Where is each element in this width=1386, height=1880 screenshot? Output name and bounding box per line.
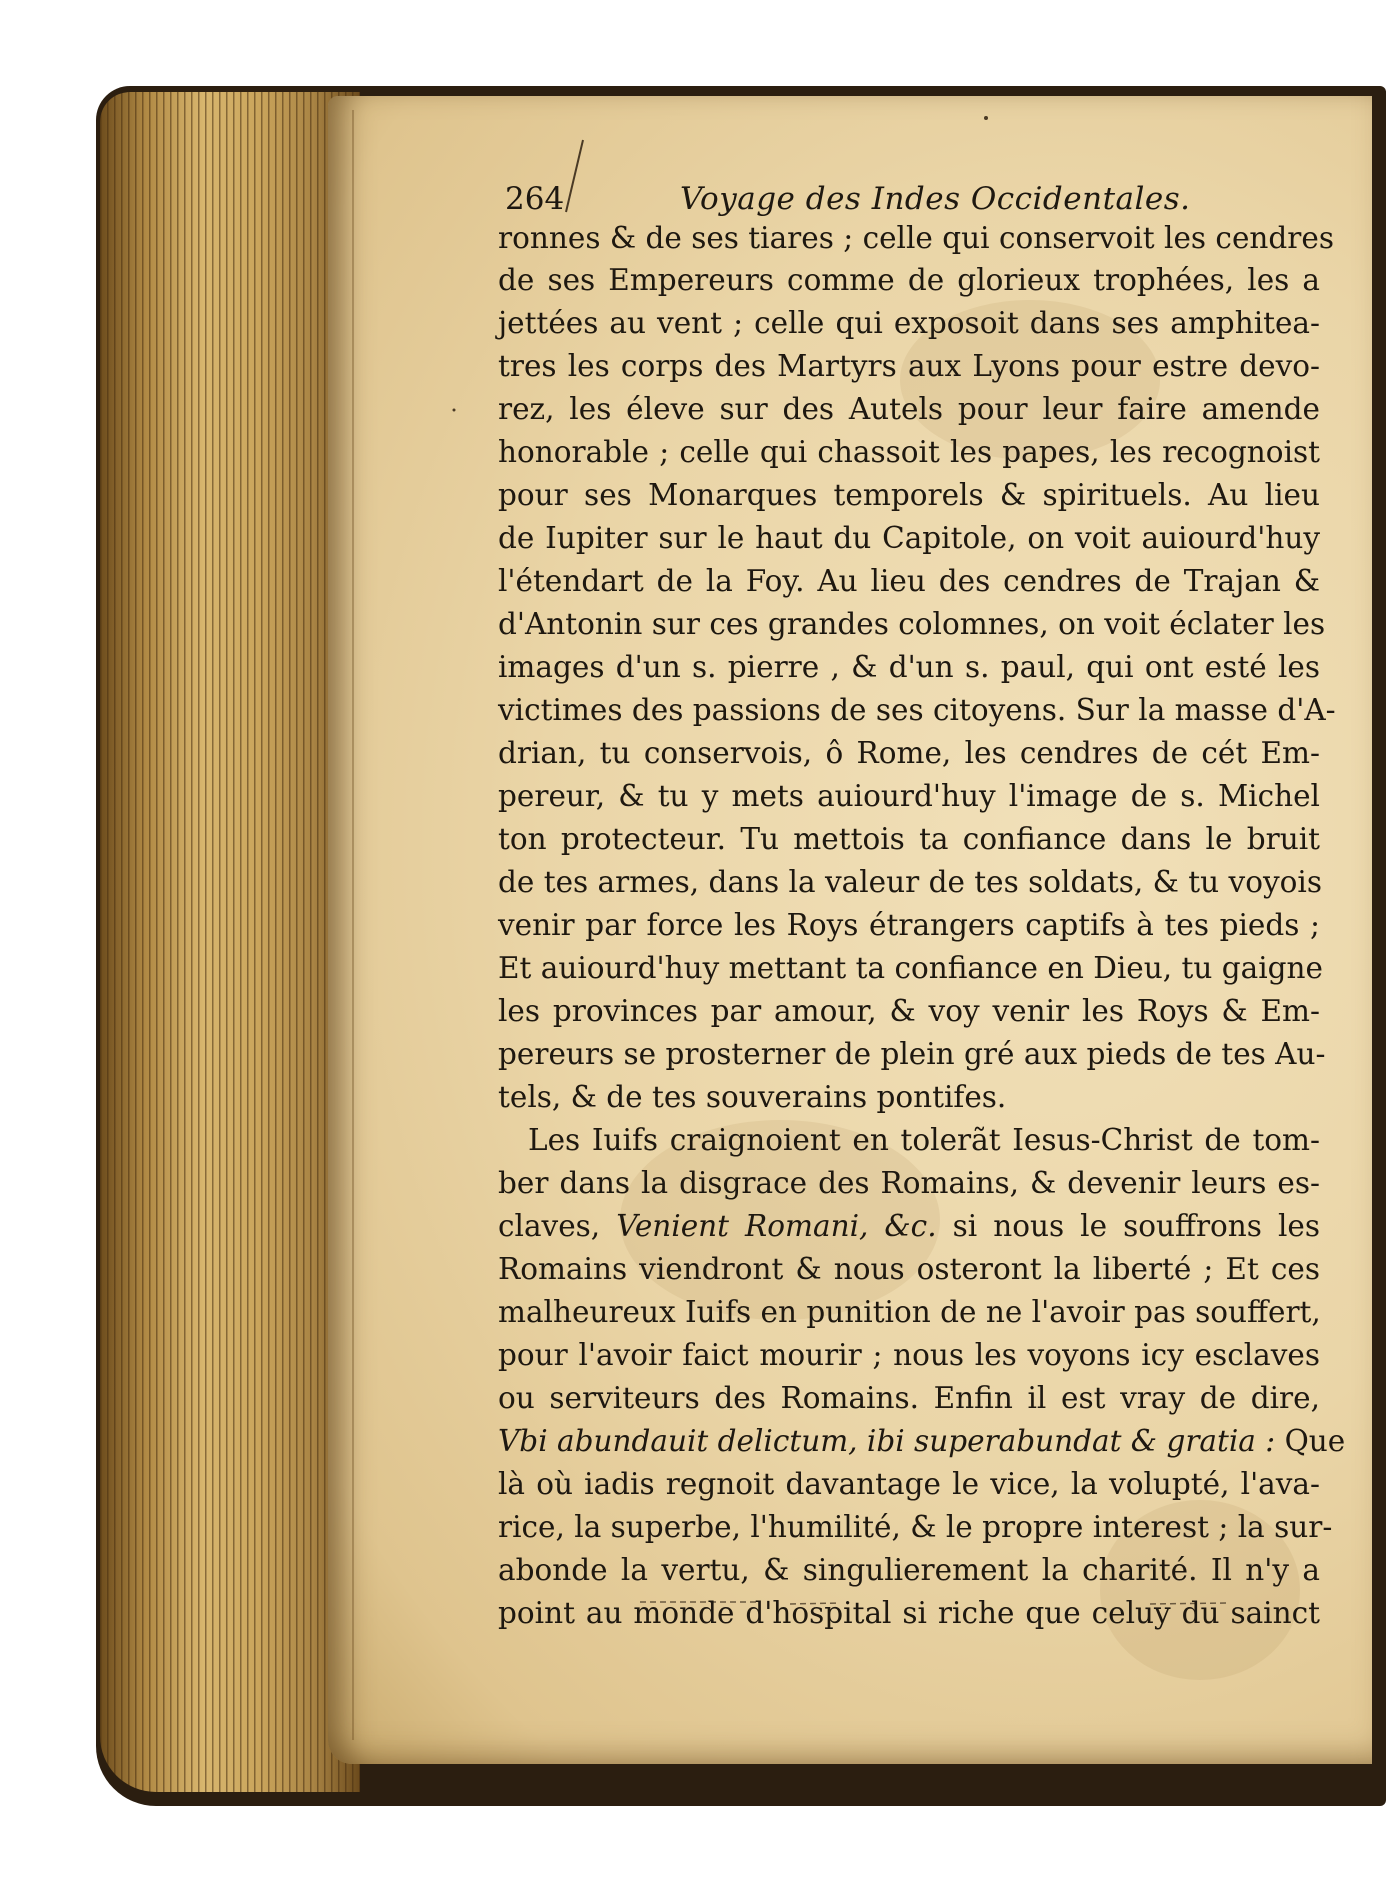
text-line: pour l'avoir faict mourir ; nous les voyons icy esclaves (498, 1338, 1320, 1372)
text-line: jettées au vent ; celle qui exposoit dans ses amphitea- (498, 306, 1320, 340)
text-line: pereurs se prosterner de plein gré aux pieds de tes Au- (498, 1037, 1326, 1071)
text-line: tels, & de tes souverains pontifes. (498, 1080, 1007, 1114)
text-line: de tes armes, dans la valeur de tes soldats, & tu voyois (498, 865, 1322, 899)
text-line: victimes des passions de ses citoyens. Sur la masse d'A- (498, 693, 1336, 727)
text-line: pereur, & tu y mets auiourd'huy l'image de s. Michel (498, 779, 1320, 813)
text-line: rice, la superbe, l'humilité, & le propre interest ; la sur- (498, 1510, 1333, 1544)
text-line-mixed (498, 1421, 1346, 1461)
text-line: d'Antonin sur ces grandes colomnes, on voit éclater les (498, 607, 1326, 641)
text-line: Et auiourd'huy mettant ta confiance en Dieu, tu gaigne (498, 951, 1323, 985)
text-line: pour ses Monarques temporels & spirituels. Au lieu (498, 478, 1320, 512)
text-line: Romains viendront & nous osteront la liberté ; Et ces (498, 1252, 1320, 1286)
text-line: de ses Empereurs comme de glorieux trophées, les a (498, 263, 1320, 297)
text-line: de Iupiter sur le haut du Capitole, on voit auiourd'huy (498, 521, 1320, 555)
text-line: ber dans la disgrace des Romains, & devenir leurs es- (498, 1166, 1320, 1200)
text-line: ton protecteur. Tu mettois ta confiance dans le bruit (498, 822, 1320, 856)
text-line: rez, les éleve sur des Autels pour leur faire amende (498, 392, 1320, 426)
text-line: abonde la vertu, & singulierement la charité. Il n'y a (498, 1553, 1320, 1587)
text-line: tres les corps des Martyrs aux Lyons pour estre devo- (498, 349, 1320, 383)
text-line: venir par force les Roys étrangers captifs à tes pieds ; (498, 908, 1320, 942)
line-text: claves, (498, 1209, 617, 1243)
text-line: drian, tu conservois, ô Rome, les cendres de cét Em- (498, 736, 1320, 770)
latin-quote: Vbi abundauit delictum, ibi superabundat & gratia : (498, 1424, 1276, 1458)
text-line: honorable ; celle qui chassoit les papes, les recognoist (498, 435, 1320, 469)
text-line: point au monde d'hospital si riche que celuy du sainct (498, 1596, 1320, 1630)
page-number: 264 (505, 181, 565, 217)
running-title: Voyage des Indes Occidentales. (680, 181, 1191, 217)
text-line: les provinces par amour, & voy venir les Roys & Em- (498, 994, 1320, 1028)
line-text: Que (1275, 1424, 1346, 1458)
paragraph-first-line: Les Iuifs craignoient en tolerãt Iesus-Christ de tom- (528, 1123, 1320, 1157)
running-head (505, 178, 1191, 220)
line-text: si nous le souffrons les (936, 1209, 1321, 1243)
text-line: malheureux Iuifs en punition de ne l'avoir pas souffert, (498, 1295, 1321, 1329)
text-line: là où iadis regnoit davantage le vice, la volupté, l'ava- (498, 1467, 1320, 1501)
text-line: ou serviteurs des Romains. Enfin il est vray de dire, (498, 1381, 1320, 1415)
latin-quote: Venient Romani, &c. (616, 1209, 937, 1243)
text-line-mixed (498, 1206, 1320, 1246)
text-line: ronnes & de ses tiares ; celle qui conservoit les cendres (498, 221, 1334, 255)
text-line: images d'un s. pierre , & d'un s. paul, qui ont esté les (498, 650, 1320, 684)
text-line: l'étendart de la Foy. Au lieu des cendres de Trajan & (498, 564, 1320, 598)
